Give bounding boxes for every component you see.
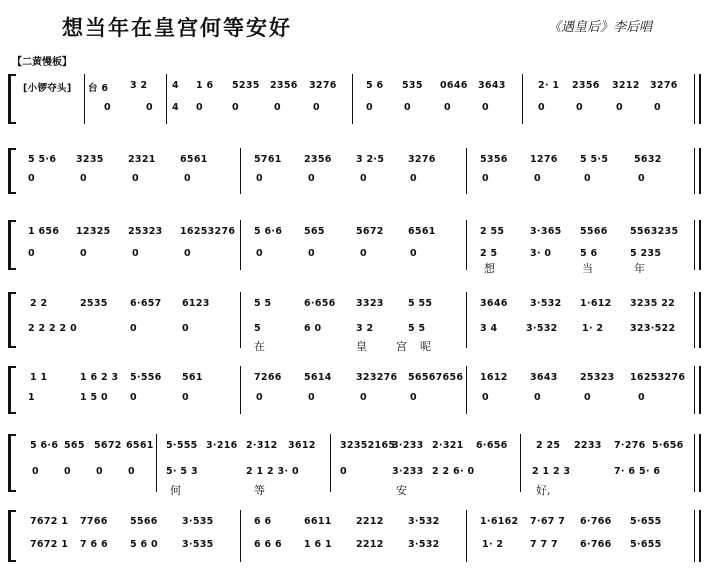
accompaniment-notation: 0: [80, 173, 87, 184]
lyric-character: 呢: [420, 340, 431, 353]
melody-notation: 2356: [270, 80, 298, 91]
melody-notation: 5 5·6: [28, 154, 57, 165]
accompaniment-notation: 0: [404, 102, 411, 113]
bar-line: [694, 148, 701, 194]
melody-notation: 3323: [356, 298, 384, 309]
melody-notation: 1276: [530, 154, 558, 165]
accompaniment-notation: 7· 6 5· 6: [614, 466, 661, 477]
accompaniment-notation: 323·522: [630, 323, 676, 334]
accompaniment-notation: 0: [534, 173, 541, 184]
melody-notation: 5 6: [366, 80, 384, 91]
melody-notation: 1·6162: [480, 516, 519, 527]
accompaniment-notation: 3·532: [526, 323, 558, 334]
accompaniment-notation: 0: [308, 173, 315, 184]
accompaniment-notation: 6 6 6: [254, 539, 282, 550]
bar-line: [156, 434, 157, 492]
accompaniment-notation: 0: [130, 323, 137, 334]
melody-notation: 3·216: [206, 440, 238, 451]
melody-notation: 1·612: [580, 298, 612, 309]
score-system: [0, 220, 714, 275]
accompaniment-notation: 0: [104, 102, 111, 113]
melody-notation: 2 2: [30, 298, 48, 309]
accompaniment-notation: 2 5: [480, 248, 498, 259]
melody-notation: 2233: [574, 440, 602, 451]
accompaniment-notation: 3·532: [408, 539, 440, 550]
melody-notation: 5566: [580, 226, 608, 237]
bar-line: [240, 292, 241, 348]
bar-line: [466, 220, 467, 270]
accompaniment-notation: 0: [360, 248, 367, 259]
accompaniment-notation: 0: [654, 102, 661, 113]
melody-notation: 3·233: [392, 440, 424, 451]
score-system: [0, 510, 714, 562]
melody-notation: 12325: [76, 226, 111, 237]
melody-notation: 2 25: [536, 440, 561, 451]
bar-line: [240, 220, 241, 270]
melody-notation: 56567656: [408, 372, 464, 383]
accompaniment-notation: 3· 0: [530, 248, 552, 259]
melody-notation: 2356: [304, 154, 332, 165]
score-system: [0, 366, 714, 414]
melody-notation: 5235: [232, 80, 260, 91]
accompaniment-notation: 2 1 2 3: [532, 466, 571, 477]
melody-notation: 5566: [130, 516, 158, 527]
accompaniment-notation: 0: [410, 173, 417, 184]
melody-notation: 3276: [650, 80, 678, 91]
bar-line: [466, 510, 467, 562]
accompaniment-notation: 0: [538, 102, 545, 113]
accompaniment-notation: 0: [132, 248, 139, 259]
score-system: [0, 292, 714, 353]
melody-notation: 6561: [180, 154, 208, 165]
bar-line: [694, 220, 701, 270]
melody-notation: 5 5: [254, 298, 272, 309]
melody-notation: 6561: [126, 440, 154, 451]
accompaniment-notation: 0: [28, 248, 35, 259]
melody-notation: 6561: [408, 226, 436, 237]
melody-notation: 25323: [580, 372, 615, 383]
accompaniment-notation: 0: [184, 248, 191, 259]
melody-notation: 5·556: [130, 372, 162, 383]
accompaniment-notation: 6 0: [304, 323, 322, 334]
accompaniment-notation: 0: [256, 248, 263, 259]
melody-notation: 2535: [80, 298, 108, 309]
melody-notation: 6·656: [304, 298, 336, 309]
bar-line: [84, 74, 85, 124]
accompaniment-notation: 0: [482, 102, 489, 113]
melody-notation: 5356: [480, 154, 508, 165]
melody-notation: 6·656: [476, 440, 508, 451]
lyric-character: 等: [254, 484, 265, 497]
accompaniment-notation: 0: [638, 173, 645, 184]
melody-notation: 5 6·6: [254, 226, 283, 237]
score-system: [0, 434, 714, 497]
bar-line: [466, 148, 467, 194]
system-bracket: [8, 292, 16, 348]
lyric-character: 当: [582, 262, 593, 275]
melody-notation: 7·276: [614, 440, 646, 451]
melody-notation: 2212: [356, 516, 384, 527]
system-bracket: [8, 510, 16, 562]
melody-notation: 323276: [356, 372, 398, 383]
bar-line: [352, 74, 353, 124]
accompaniment-notation: 5 6 0: [130, 539, 158, 550]
lyric-character: 宫: [396, 340, 407, 353]
accompaniment-notation: 5 6: [580, 248, 598, 259]
accompaniment-notation: 5 235: [630, 248, 662, 259]
song-title: 想当年在皇宫何等安好: [62, 15, 292, 40]
bar-line: [240, 148, 241, 194]
bar-line: [694, 74, 701, 124]
accompaniment-notation: 0: [534, 392, 541, 403]
melody-notation: 1 656: [28, 226, 60, 237]
accompaniment-notation: 0: [32, 466, 39, 477]
accompaniment-notation: 6·766: [580, 539, 612, 550]
accompaniment-notation: 0: [256, 173, 263, 184]
melody-notation: 5·555: [166, 440, 198, 451]
melody-notation: 3646: [480, 298, 508, 309]
melody-notation: 3276: [408, 154, 436, 165]
melody-notation: 3·532: [530, 298, 562, 309]
accompaniment-notation: 0: [410, 248, 417, 259]
melody-notation: 3 2·5: [356, 154, 385, 165]
lyric-character: 皇: [356, 340, 367, 353]
melody-notation: 7672 1: [30, 516, 69, 527]
accompaniment-notation: 1· 2: [582, 323, 604, 334]
accompaniment-notation: 0: [96, 466, 103, 477]
source-attribution: 《遇皇后》李后唱: [548, 20, 653, 35]
melody-notation: 565: [64, 440, 85, 451]
accompaniment-notation: 5· 5 3: [166, 466, 198, 477]
bar-line: [466, 292, 467, 348]
melody-notation: 1 6: [196, 80, 214, 91]
melody-notation: 3235: [76, 154, 104, 165]
bar-line: [694, 434, 701, 492]
melody-notation: 2 55: [480, 226, 505, 237]
melody-notation: [小锣夺头]: [23, 83, 72, 94]
melody-notation: 3643: [530, 372, 558, 383]
melody-notation: 7266: [254, 372, 282, 383]
bar-line: [694, 510, 701, 562]
accompaniment-notation: 0: [64, 466, 71, 477]
accompaniment-notation: 0: [444, 102, 451, 113]
melody-notation: 3·535: [182, 516, 214, 527]
accompaniment-notation: 5·655: [630, 539, 662, 550]
accompaniment-notation: 4: [172, 102, 179, 113]
melody-notation: 5 55: [408, 298, 433, 309]
melody-notation: 6611: [304, 516, 332, 527]
lyric-character: 年: [634, 262, 645, 275]
lyric-character: 好,: [536, 484, 551, 497]
score-system: [0, 74, 714, 124]
bar-line: [466, 366, 467, 414]
melody-notation: 7766: [80, 516, 108, 527]
accompaniment-notation: 0: [482, 173, 489, 184]
accompaniment-notation: 0: [274, 102, 281, 113]
bar-line: [166, 74, 167, 124]
melody-notation: 32352165: [340, 440, 396, 451]
melody-notation: 16253276: [180, 226, 236, 237]
melody-notation: 5672: [356, 226, 384, 237]
lyric-character: 想: [484, 262, 495, 275]
accompaniment-notation: 5 5: [408, 323, 426, 334]
melody-notation: 565: [304, 226, 325, 237]
lyric-character: 在: [254, 340, 265, 353]
melody-notation: 5 6·6: [30, 440, 59, 451]
melody-notation: 5672: [94, 440, 122, 451]
accompaniment-notation: 0: [366, 102, 373, 113]
melody-notation: 5·655: [630, 516, 662, 527]
lyric-character: 安: [396, 484, 407, 497]
melody-notation: 2· 1: [538, 80, 560, 91]
melody-notation: 5761: [254, 154, 282, 165]
accompaniment-notation: 0: [80, 248, 87, 259]
accompaniment-notation: 7672 1: [30, 539, 69, 550]
accompaniment-notation: 2 1 2 3· 0: [246, 466, 299, 477]
melody-notation: 0646: [440, 80, 468, 91]
bar-line: [240, 366, 241, 414]
melody-notation: 2·321: [432, 440, 464, 451]
melody-notation: 4: [172, 80, 179, 91]
accompaniment-notation: 0: [482, 392, 489, 403]
melody-notation: 台 6: [88, 83, 109, 94]
melody-notation: 5563235: [630, 226, 679, 237]
accompaniment-notation: 1 6 1: [304, 539, 332, 550]
accompaniment-notation: 3 4: [480, 323, 498, 334]
accompaniment-notation: 7 7 7: [530, 539, 558, 550]
bar-line: [694, 292, 701, 348]
accompaniment-notation: 0: [232, 102, 239, 113]
accompaniment-notation: 0: [28, 173, 35, 184]
accompaniment-notation: 0: [360, 392, 367, 403]
melody-notation: 561: [182, 372, 203, 383]
accompaniment-notation: 1· 2: [482, 539, 504, 550]
melody-notation: 3276: [309, 80, 337, 91]
melody-notation: 6123: [182, 298, 210, 309]
melody-notation: 1 1: [30, 372, 48, 383]
accompaniment-notation: 0: [308, 392, 315, 403]
accompaniment-notation: 3 2: [356, 323, 374, 334]
melody-notation: 2·312: [246, 440, 278, 451]
accompaniment-notation: 0: [182, 392, 189, 403]
accompaniment-notation: 0: [308, 248, 315, 259]
lyric-character: 何: [170, 484, 181, 497]
accompaniment-notation: 0: [410, 392, 417, 403]
accompaniment-notation: 0: [360, 173, 367, 184]
bar-line: [522, 74, 523, 124]
melody-notation: 3 2: [130, 80, 148, 91]
bar-line: [694, 366, 701, 414]
melody-notation: 2321: [128, 154, 156, 165]
accompaniment-notation: 0: [584, 392, 591, 403]
melody-notation: 1612: [480, 372, 508, 383]
system-bracket: [8, 434, 16, 492]
melody-notation: 3·365: [530, 226, 562, 237]
melody-notation: 535: [402, 80, 423, 91]
melody-notation: 7·67 7: [530, 516, 566, 527]
accompaniment-notation: 5: [254, 323, 261, 334]
system-bracket: [8, 148, 16, 194]
melody-notation: 5 5·5: [580, 154, 609, 165]
accompaniment-notation: 2 2 2 2 0: [28, 323, 77, 334]
accompaniment-notation: 0: [196, 102, 203, 113]
bar-line: [330, 434, 331, 492]
accompaniment-notation: 0: [182, 323, 189, 334]
accompaniment-notation: 0: [130, 392, 137, 403]
system-bracket: [8, 220, 16, 270]
melody-notation: 5632: [634, 154, 662, 165]
tempo-marking: 【二黄慢板】: [12, 57, 72, 68]
accompaniment-notation: 0: [638, 392, 645, 403]
accompaniment-notation: 3·535: [182, 539, 214, 550]
score-system: [0, 148, 714, 194]
system-bracket: [8, 74, 16, 124]
accompaniment-notation: 1 5 0: [80, 392, 108, 403]
accompaniment-notation: 1: [28, 392, 35, 403]
melody-notation: 6·657: [130, 298, 162, 309]
accompaniment-notation: 0: [146, 102, 153, 113]
accompaniment-notation: 0: [132, 173, 139, 184]
melody-notation: 6 6: [254, 516, 272, 527]
accompaniment-notation: 0: [584, 173, 591, 184]
accompaniment-notation: 0: [313, 102, 320, 113]
melody-notation: 3643: [478, 80, 506, 91]
accompaniment-notation: 0: [128, 466, 135, 477]
accompaniment-notation: 0: [340, 466, 347, 477]
accompaniment-notation: 3·233: [392, 466, 424, 477]
melody-notation: 16253276: [630, 372, 686, 383]
accompaniment-notation: 7 6 6: [80, 539, 108, 550]
melody-notation: 6·766: [580, 516, 612, 527]
accompaniment-notation: 0: [184, 173, 191, 184]
melody-notation: 3612: [288, 440, 316, 451]
accompaniment-notation: 2212: [356, 539, 384, 550]
melody-notation: 3212: [612, 80, 640, 91]
accompaniment-notation: 0: [576, 102, 583, 113]
bar-line: [520, 434, 521, 492]
melody-notation: 5614: [304, 372, 332, 383]
accompaniment-notation: 0: [256, 392, 263, 403]
accompaniment-notation: 2 2 6· 0: [432, 466, 475, 477]
melody-notation: 5·656: [652, 440, 684, 451]
melody-notation: 25323: [128, 226, 163, 237]
melody-notation: 1 6 2 3: [80, 372, 119, 383]
melody-notation: 2356: [572, 80, 600, 91]
system-bracket: [8, 366, 16, 414]
melody-notation: 3235 22: [630, 298, 676, 309]
melody-notation: 3·532: [408, 516, 440, 527]
bar-line: [240, 510, 241, 562]
accompaniment-notation: 0: [616, 102, 623, 113]
